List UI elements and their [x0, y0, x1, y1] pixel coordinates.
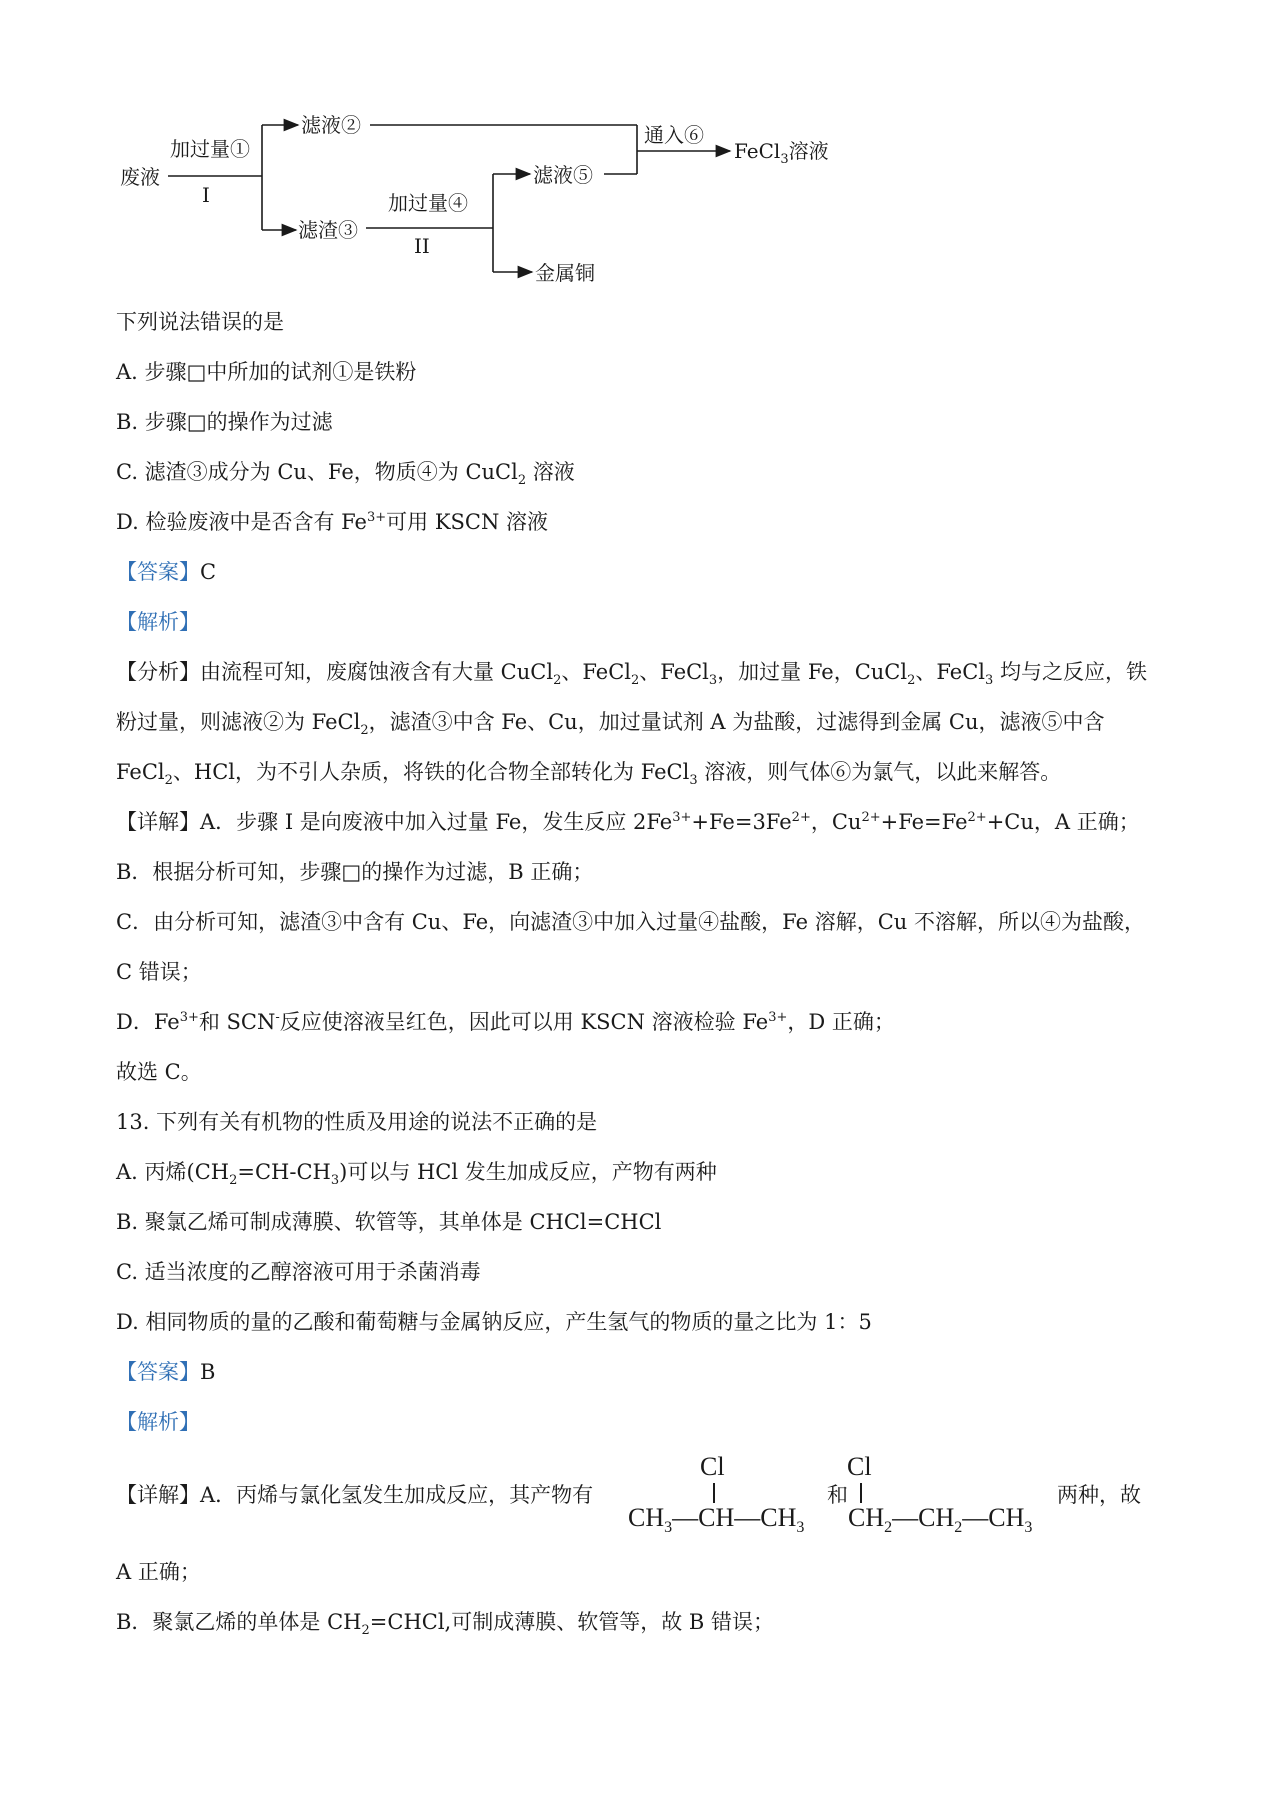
q13-answer: 【答案】B — [116, 1360, 216, 1384]
q12-detail-c2: C 错误； — [116, 960, 202, 984]
flow-add4-label: 加过量④ — [388, 191, 468, 215]
q13-detail-a-end: A 正确； — [116, 1560, 201, 1584]
q12-option-c: C. 滤渣③成分为 Cu、Fe，物质④为 CuCl$_2$ 溶液 — [116, 460, 575, 489]
flow-product-label: FeCl$_3$溶液 — [734, 139, 829, 167]
q12-detail-b: B．根据分析可知，步骤□的操作为过滤，B 正确； — [116, 860, 594, 884]
flow-copper-label: 金属铜 — [535, 261, 595, 285]
q12-conclusion: 故选 C。 — [116, 1060, 202, 1084]
formula2-chain: $CH_2—CH_2—CH_3$ — [848, 1503, 1033, 1537]
q13-detail-a-prefix: 【详解】A．丙烯与氯化氢发生加成反应，其产物有 — [116, 1483, 594, 1507]
q12-analysis-heading: 【解析】 — [116, 610, 200, 634]
formula2-bond — [860, 1483, 862, 1503]
q12-option-b: B. 步骤□的操作为过滤 — [116, 410, 333, 434]
flow-residue3-label: 滤渣③ — [298, 218, 358, 242]
flow-waste-label: 废液 — [120, 165, 160, 189]
q13-option-d: D. 相同物质的量的乙酸和葡萄糖与金属钠反应，产生氢气的物质的量之比为 1：5 — [116, 1310, 872, 1334]
q12-fenxi-line3: FeCl$_2$、HCl，为不引人杂质，将铁的化合物全部转化为 FeCl$_3$ 溶液，则气体⑥为氯气，以此来解答。 — [116, 760, 1062, 789]
q13-option-a: A. 丙烯$(CH_2=CH-CH_3)$可以与 HCl 发生加成反应，产物有两种 — [116, 1160, 717, 1189]
formula1-bond — [713, 1483, 715, 1503]
q12-option-a: A. 步骤□中所加的试剂①是铁粉 — [116, 360, 417, 384]
q13-stem: 13. 下列有关有机物的性质及用途的说法不正确的是 — [116, 1110, 598, 1134]
flow-filtrate5-label: 滤液⑤ — [533, 163, 593, 187]
formula1-cl-label: Cl — [700, 1452, 725, 1481]
q12-answer: 【答案】C — [116, 560, 217, 584]
q12-option-d: D. 检验废液中是否含有 $Fe^{3+}$可用 KSCN 溶液 — [116, 510, 549, 534]
q13-option-c: C. 适当浓度的乙醇溶液可用于杀菌消毒 — [116, 1260, 481, 1284]
q12-stem: 下列说法错误的是 — [116, 310, 284, 334]
flow-step2-label: II — [414, 234, 430, 258]
q12-fenxi-line2: 粉过量，则滤液②为 FeCl$_2$，滤渣③中含 Fe、Cu，加过量试剂 A 为盐酸，过滤得到金属 Cu，滤液⑤中含 — [116, 710, 1105, 739]
q12-fenxi-line1: 【分析】由流程可知，废腐蚀液含有大量 CuCl$_2$、FeCl$_2$、FeCl$_3$，加过量 Fe，CuCl$_2$、FeCl$_3$ 均与之反应，铁 — [116, 660, 1147, 689]
formula2-cl-label: Cl — [847, 1452, 872, 1481]
formula-and: 和 — [827, 1483, 848, 1507]
flow-step1-label: I — [202, 183, 210, 207]
flow-add1-label: 加过量① — [170, 137, 250, 161]
q13-analysis-heading: 【解析】 — [116, 1410, 200, 1434]
q12-detail-d: D．$Fe^{3+}$和 SCN-反应使溶液呈红色，因此可以用 KSCN 溶液检验 $Fe^{3+}$，D 正确； — [116, 1010, 895, 1034]
flow-pass6-label: 通入⑥ — [644, 123, 704, 147]
q12-detail-a: 【详解】A．步骤 I 是向废液中加入过量 Fe，发生反应 $2Fe^{3+}+Fe=3Fe^{2+}$，$Cu^{2+}+Fe=Fe^{2+}+Cu$，A 正确； — [116, 810, 1140, 834]
q13-detail-a-suffix: 两种，故 — [1057, 1483, 1141, 1507]
q12-detail-c1: C．由分析可知，滤渣③中含有 Cu、Fe，向滤渣③中加入过量④盐酸，Fe 溶解，Cu 不溶解，所以④为盐酸， — [116, 910, 1145, 934]
formula1-chain: $CH_3—CH—CH_3$ — [628, 1503, 805, 1537]
q13-option-b: B. 聚氯乙烯可制成薄膜、软管等，其单体是 CHCl=CHCl — [116, 1210, 662, 1234]
q13-detail-b: B．聚氯乙烯的单体是 $CH_2=CHCl$,可制成薄膜、软管等，故 B 错误； — [116, 1610, 774, 1639]
flow-filtrate2-label: 滤液② — [301, 113, 361, 137]
